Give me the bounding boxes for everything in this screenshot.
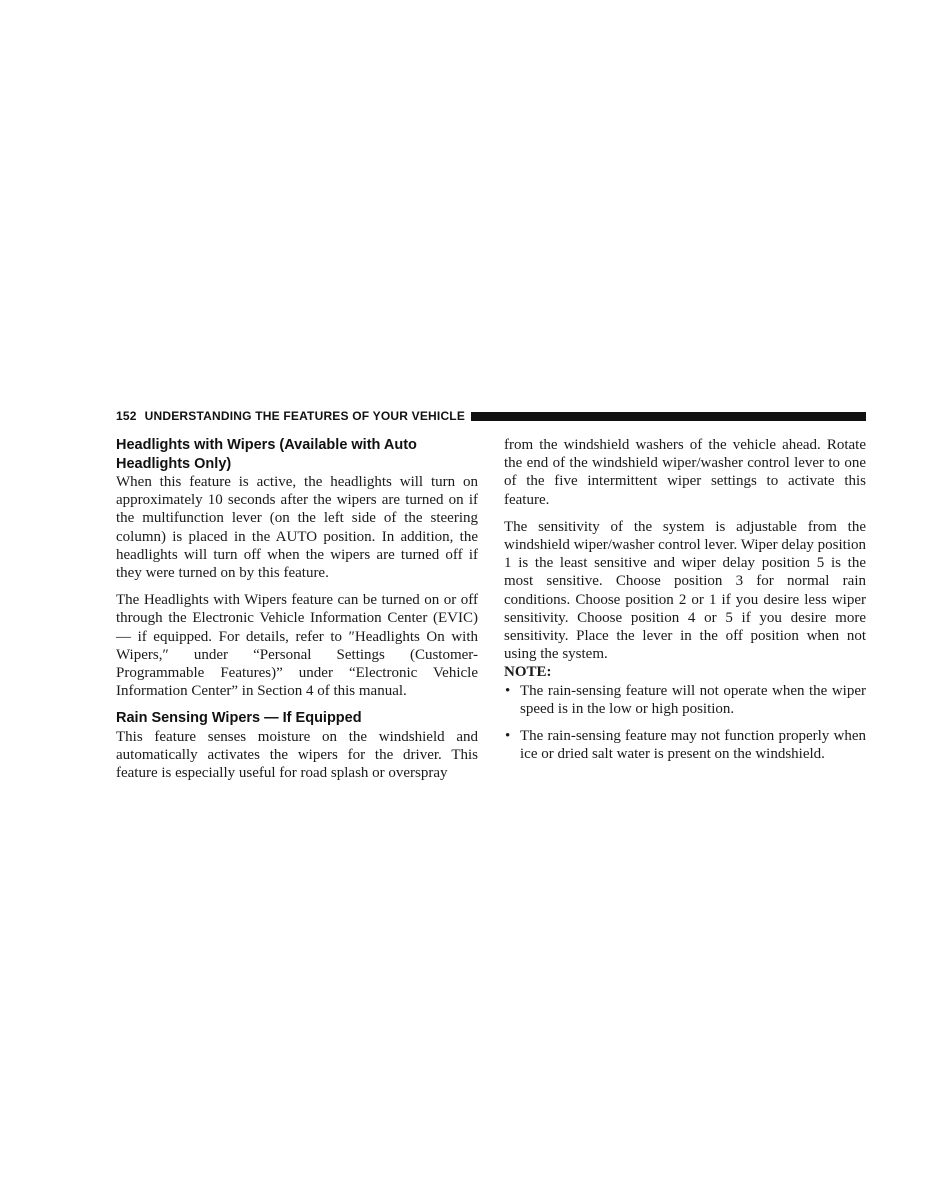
note-item: [504, 682, 866, 718]
heading-rain-sensing-wipers: Rain Sensing Wipers — If Equipped: [116, 710, 362, 727]
paragraph-rain-sensing-intro: This feature senses moisture on the windshield and automatically activates the wipers for the driver. This feature is especially useful for road splash or overspray: [116, 728, 478, 782]
paragraph-rain-sensing-continued: from the windshield washers of the vehicle ahead. Rotate the end of the windshield wiper/washer control lever to one of the five intermittent wiper settings to activate this feature.: [504, 437, 866, 508]
heading-headlights-with-wipers: Headlights with Wipers (Available with Auto Headlights Only): [116, 437, 417, 472]
header-rule: [471, 412, 866, 421]
page-number: 152: [116, 409, 137, 423]
section-title: UNDERSTANDING THE FEATURES OF YOUR VEHICLE: [144, 409, 466, 423]
bullet-marker: •: [505, 682, 511, 699]
note-item: [504, 727, 866, 763]
paragraph-headlights-active: When this feature is active, the headlights will turn on approximately 10 seconds after the wipers are turned on if the multifunction lever (on the left side of the steering column) is placed in the AUTO position. In addition, the headlights will turn off when the wipers are turned off if they were turned on by this feature.: [116, 474, 478, 582]
note-label: NOTE:: [504, 664, 552, 681]
left-column: [116, 436, 478, 783]
bullet-marker: •: [505, 728, 511, 745]
note-item-text: The rain-sensing feature may not function properly when ice or dried salt water is present on the windshield.: [520, 728, 866, 763]
paragraph-sensitivity: The sensitivity of the system is adjustable from the windshield wiper/washer control lever. Wiper delay position 1 is the least sensitive and wiper delay position 5 is the most sensitive. Choose position 3 for normal rain conditions. Choose position 2 or 1 if you desire less wiper sensitivity. Choose position 4 or 5 if you desire more sensitivity. Place the lever in the off position when not using the system.: [504, 518, 866, 663]
note-list: [504, 682, 866, 764]
paragraph-headlights-evic: The Headlights with Wipers feature can be turned on or off through the Electronic Vehicle Information Center (EVIC) — if equipped. For details, refer to ″Headlights On with Wipers,″ under “Personal Settings (Customer-Programmable Features)” under “Electronic Vehicle Information Center” in Section 4 of this manual.: [116, 592, 478, 700]
page-header: [116, 408, 866, 424]
note-item-text: The rain-sensing feature will not operate when the wiper speed is in the low or high position.: [520, 682, 866, 717]
right-column: [504, 436, 866, 763]
